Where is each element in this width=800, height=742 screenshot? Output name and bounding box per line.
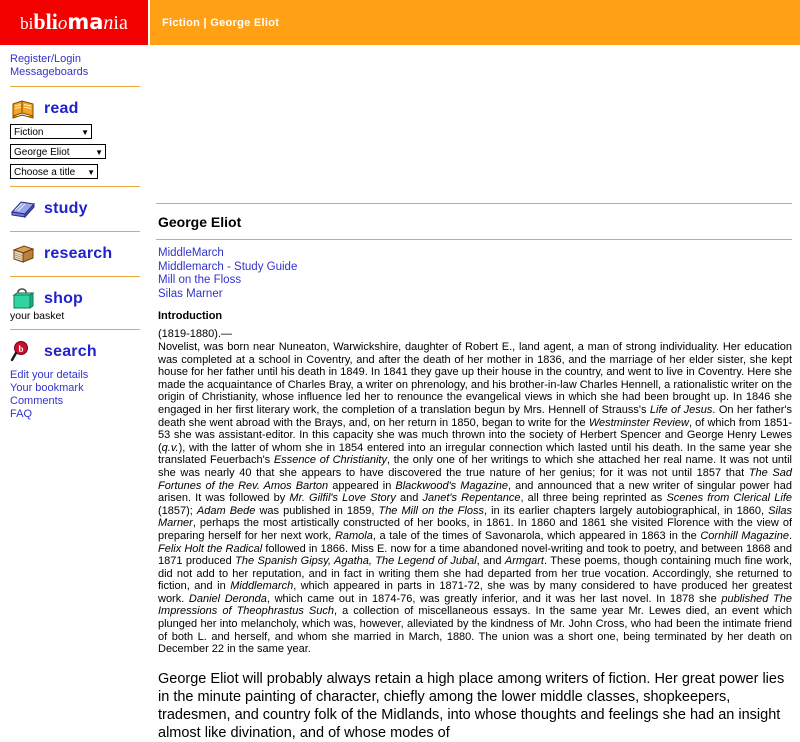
title-select-value: Choose a title <box>14 167 76 178</box>
header-banner <box>148 0 800 45</box>
sidebar-section-read[interactable] <box>0 94 148 124</box>
sidebar-divider <box>10 329 140 330</box>
genre-select[interactable] <box>10 124 92 139</box>
author-select[interactable] <box>10 144 106 159</box>
sidebar-section-label-shop: shop <box>44 290 84 307</box>
closed-book-icon <box>10 242 36 266</box>
works-list <box>158 247 792 301</box>
logo-wordmark: bibliomania <box>20 8 128 34</box>
main-divider-top <box>156 203 792 204</box>
sidebar-section-search[interactable] <box>0 337 148 367</box>
study-books-icon <box>10 197 36 221</box>
sidebar-divider <box>10 231 140 232</box>
sidebar-section-label-study: study <box>44 200 88 217</box>
site-header <box>0 0 800 45</box>
author-select-value: George Eliot <box>14 147 70 158</box>
sidebar-section-study[interactable] <box>0 194 148 224</box>
main-top-spacer <box>156 45 792 203</box>
closing-paragraph: George Eliot will probably always retain a high place among writers of fiction. Her great power lies in the minute painting of character, chiefly among the lower middle classes, shopkeepers, tradesmen, and country folk of the Midlands, into whose thoughts and feelings she had an insight almost like divination, and of whose modes of <box>158 670 785 741</box>
introduction-heading: Introduction <box>158 310 223 322</box>
work-middlemarch[interactable]: MiddleMarch <box>158 247 224 259</box>
sidebar <box>0 45 148 742</box>
biography-paragraph: Novelist, was born near Nuneaton, Warwickshire, daughter of Robert E., land agent, a man of strong individuality. Her education was completed at a school in Coventry, and after the death of her mother in 1836, and the marriage of her elder sister, she kept house for her father until his death in 1849. In 1841 they gave up their house in the country, and went to live in Coventry. Here she made the acquaintance of Charles Bray, a writer on phrenology, and his brother-in-law Charles Hennell, a rationalistic writer on the origin of Christianity, whose influence led her to renounce the evangelical views in which she had been brought up. In 1846 she engaged in her first literary work, the completion of a translation begun by Mrs. Hennell of Strauss's Life of Jesus. On her father's death she went abroad with the Brays, and, on her return in 1850, began to write for the Westminster Review, of which from 1851-53 she was assistant-editor. In this capacity she was much thrown into the society of Herbert Spencer and George Henry Lewes (q.v.), with the latter of whom she in 1854 entered into an irregular connection which lasted until his death. In the same year she translated Feuerbach's Essence of Christianity, the only one of her writings to which she attached her real name. It was not until she was nearly 40 that she appears to have discovered the true nature of her genius; for it was not until 1857 that The Sad Fortunes of the Rev. Amos Barton appeared in Blackwood's Magazine, and announced that a new writer of singular power had arisen. It was followed by Mr. Gilfil's Love Story and Janet's Repentance, all three being reprinted as Scenes from Clerical Life (1857); Adam Bede was published in 1859, The Mill on the Floss, in its earlier chapters largely autobiographical, in 1860, Silas Marner, perhaps the most artistically constructed of her books, in 1861. In 1860 and 1861 she visited Florence with the view of preparing herself for her next work, Ramola, a tale of the times of Savonarola, which appeared in 1863 in the Cornhill Magazine. Felix Holt the Radical followed in 1866. Miss E. now for a time abandoned novel-writing and took to poetry, and between 1868 and 1871 produced The Spanish Gipsy, Agatha, The Legend of Jubal, and Armgart. These poems, though containing much fine work, did not add to her reputation, and in fact in writing them she had departed from her true vocation. Accordingly, she returned to fiction, and in Middlemarch, which appeared in parts in 1871-72, she was by many considered to have produced her greatest work. Daniel Deronda, which came out in 1874-76, was greatly inferior, and it was her last novel. In 1878 she published The Impressions of Theophrastus Such, a collection of miscellaneous essays. In the same year Mr. Lewes died, an event which plunged her into melancholy, which was, however, alleviated by the kindness of Mr. John Cross, who had been the intimate friend of both L. and herself, and whom she married in March, 1880. The union was a short one, being terminated by her death on December 22 in the same year. <box>158 341 793 656</box>
sidebar-section-label-search: search <box>44 343 97 360</box>
chevron-down-icon: ▼ <box>87 168 95 177</box>
shopping-bag-icon <box>10 287 36 311</box>
sidebar-item-your-bookmark[interactable]: Your bookmark <box>10 382 84 394</box>
sidebar-section-research[interactable] <box>0 239 148 269</box>
site-logo[interactable] <box>0 0 148 45</box>
sidebar-item-edit-your-details[interactable]: Edit your details <box>10 369 89 381</box>
page-title: George Eliot <box>158 214 242 230</box>
sidebar-divider <box>10 86 140 87</box>
sidebar-utility-links <box>0 369 148 421</box>
title-select[interactable] <box>10 164 98 179</box>
page-body <box>0 45 800 742</box>
chevron-down-icon: ▼ <box>95 148 103 157</box>
main-content <box>148 45 800 742</box>
svg-text:b: b <box>18 344 24 354</box>
work-silas-marner[interactable]: Silas Marner <box>158 287 223 300</box>
sidebar-divider <box>10 186 140 187</box>
sidebar-item-register-login[interactable]: Register/Login <box>10 53 81 65</box>
sidebar-divider <box>10 276 140 277</box>
work-middlemarch-study-guide[interactable]: Middlemarch - Study Guide <box>158 260 298 273</box>
magnifier-icon <box>10 340 36 364</box>
sidebar-account-links <box>0 53 148 79</box>
browse-selects <box>0 124 148 179</box>
chevron-down-icon: ▼ <box>81 128 89 137</box>
author-dates: (1819-1880).— <box>158 328 232 340</box>
sidebar-item-faq[interactable]: FAQ <box>10 408 33 420</box>
breadcrumb: Fiction | George Eliot <box>162 16 280 29</box>
open-book-icon <box>10 97 36 121</box>
main-divider-under-title <box>156 239 792 240</box>
work-mill-on-the-floss[interactable]: Mill on the Floss <box>158 274 242 286</box>
sidebar-item-messageboards[interactable]: Messageboards <box>10 66 89 78</box>
your-basket-link[interactable]: your basket <box>10 310 65 322</box>
sidebar-item-comments[interactable]: Comments <box>10 395 64 407</box>
sidebar-section-label-research: research <box>44 245 113 262</box>
sidebar-section-label-read: read <box>44 100 79 117</box>
genre-select-value: Fiction <box>14 127 44 138</box>
